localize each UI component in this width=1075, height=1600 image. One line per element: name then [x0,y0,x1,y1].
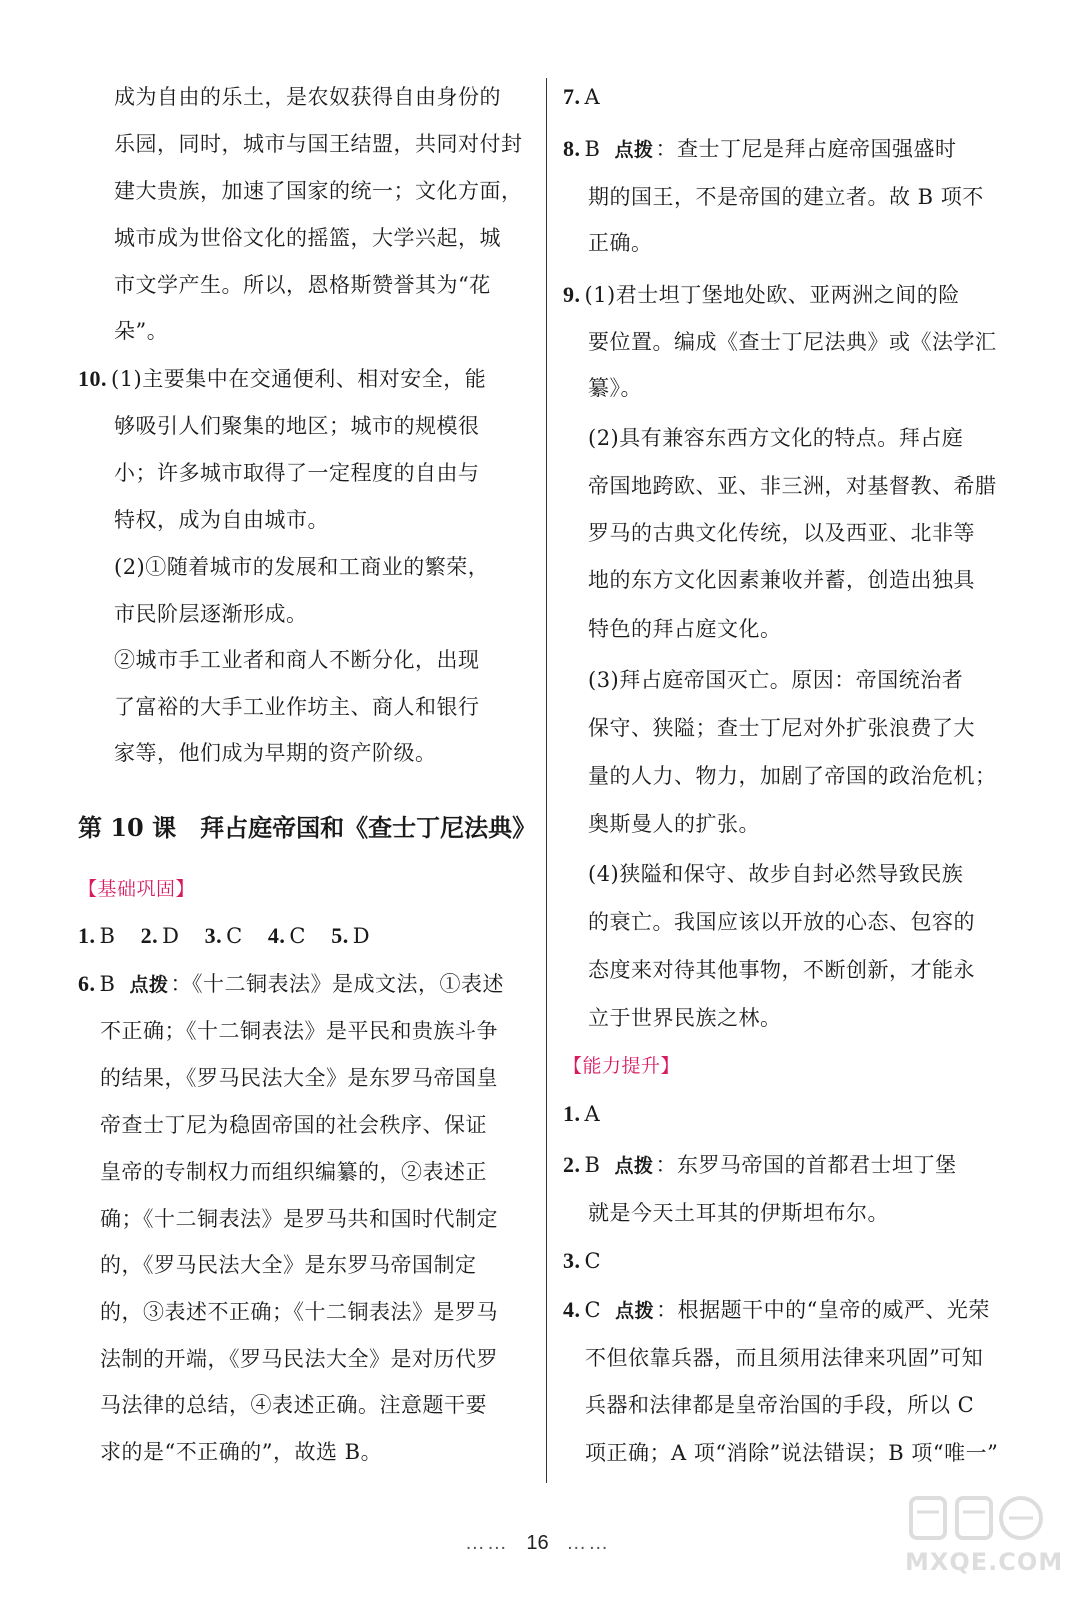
text-line: 够吸引人们聚集的地区；城市的规模很 [114,414,480,438]
text-line: 朵”。 [114,319,169,343]
answer-text: (1)主要集中在交通便利、相对安全，能 [111,367,487,391]
text-line: 皇帝的专制权力而组织编纂的，②表述正 [100,1160,487,1184]
text-line: 帝国地跨欧、亚、非三洲，对基督教、希腊 [588,474,997,498]
answer-text: (1)君士坦丁堡地处欧、亚两洲之间的险 [584,283,960,307]
answer-letter: C [584,1249,602,1273]
text-line: (2)①随着城市的发展和工商业的繁荣， [114,555,490,579]
answer-letter: B [584,137,601,161]
watermark-logo-icon [905,1490,1045,1550]
section-heading-advanced: 【能力提升】 [563,1055,681,1077]
watermark [905,1490,1064,1580]
answer-6 [78,969,504,1000]
text-line: 兵器和法律都是皇帝治国的手段，所以 C [585,1393,975,1417]
text-line: 特色的拜占庭文化。 [588,617,782,641]
answer-7 [563,82,600,112]
text-line: (2)具有兼容东西方文化的特点。拜占庭 [588,426,964,450]
question-number: 1. [563,1101,581,1126]
question-number: 9. [563,282,581,307]
question-number: 1. [78,923,96,948]
text-line: 市文学产生。所以，恩格斯赞誉其为“花 [114,273,491,297]
answer-letter: A [584,1102,601,1126]
hint-label: 点拨 [614,1155,654,1177]
text-line: 立于世界民族之林。 [588,1006,782,1030]
answer-text: ：东罗马帝国的首都君士坦丁堡 [655,1153,957,1177]
text-line: 法制的开端，《罗马民法大全》是对历代罗 [100,1347,498,1371]
text-line: 要位置。编成《查士丁尼法典》或《法学汇 [588,330,997,354]
text-line: 期的国王，不是帝国的建立者。故 B 项不 [588,185,984,209]
text-line: 态度来对待其他事物，不断创新，才能永 [588,958,975,982]
text-line: 帝查士丁尼为稳固帝国的社会秩序、保证 [100,1113,487,1137]
text-line: 罗马的古典文化传统，以及西亚、北非等 [588,521,975,545]
watermark-text: MXQE.COM [905,1548,1064,1576]
question-number: 4. [267,923,286,948]
answer-letter: C [584,1298,602,1322]
answer-8 [563,134,956,165]
text-line: 就是今天土耳其的伊斯坦布尔。 [588,1201,889,1225]
text-line: ②城市手工业者和商人不断分化，出现 [114,648,480,672]
answer-letter: B [584,1153,601,1177]
question-number: 2. [563,1152,581,1177]
text-line: 市民阶层逐渐形成。 [114,602,308,626]
answer-letter: D [162,924,180,948]
footer-dots: …… [566,1532,611,1554]
answer-p3 [563,1246,601,1276]
text-line: 量的人力、物力，加剧了帝国的政治危机； [588,764,997,788]
answer-letter: D [352,924,371,948]
text-line: 的，③表述不正确；《十二铜表法》是罗马 [100,1300,498,1324]
answer-text: ：查士丁尼是拜占庭帝国强盛时 [655,137,957,161]
question-number: 6. [78,971,96,996]
answer-letter: A [584,85,601,109]
question-number: 7. [563,84,581,109]
text-line: 不但依靠兵器，而且须用法律来巩固”可知 [585,1346,984,1370]
text-line: 保守、狭隘；查士丁尼对外扩张浪费了大 [588,716,975,740]
hint-label: 点拨 [129,974,169,996]
question-number: 10. [78,366,107,391]
answer-text: ：根据题干中的“皇帝的威严、光荣 [656,1298,990,1322]
hint-label: 点拨 [615,1300,655,1322]
text-line: 奥斯曼人的扩张。 [588,812,760,836]
answer-p4 [563,1295,990,1326]
question-number: 5. [331,923,349,948]
text-line: 了富裕的大手工业作坊主、商人和银行 [114,695,480,719]
text-line: 的结果，《罗马民法大全》是东罗马帝国皇 [100,1066,498,1090]
answer-letter: B [99,924,116,948]
text-line: 建大贵族，加速了国家的统一；文化方面， [114,179,523,203]
text-line: 不正确；《十二铜表法》是平民和贵族斗争 [100,1019,498,1043]
text-line: 乐园，同时，城市与国王结盟，共同对付封 [114,132,523,156]
text-line: 纂》。 [588,376,642,400]
text-line: 正确。 [588,231,653,255]
column-divider [546,78,547,1483]
answer-9 [563,280,960,310]
text-line: 马法律的总结，④表述正确。注意题干要 [100,1393,487,1417]
text-line: 的衰亡。我国应该以开放的心态、包容的 [588,910,975,934]
text-line: 确；《十二铜表法》是罗马共和国时代制定 [100,1207,498,1231]
hint-label: 点拨 [614,139,654,161]
text-line: (4)狭隘和保守、故步自封必然导致民族 [588,862,964,886]
question-number: 2. [140,923,159,948]
answers-row [78,921,370,951]
page-number: 16 [526,1532,549,1554]
answer-text: ：《十二铜表法》是成文法，①表述 [170,972,504,996]
text-line: 成为自由的乐土，是农奴获得自由身份的 [114,85,501,109]
text-line: 特权，成为自由城市。 [114,508,329,532]
text-line: 地的东方文化因素兼收并蓄，创造出独具 [588,568,975,592]
text-line: 家等，他们成为早期的资产阶级。 [114,741,437,765]
answer-p2 [563,1150,956,1181]
answer-10 [78,364,486,394]
lesson-title: 第 10 课 拜占庭帝国和《查士丁尼法典》 [78,813,537,842]
text-line: (3)拜占庭帝国灭亡。原因：帝国统治者 [588,668,964,692]
question-number: 3. [563,1248,581,1273]
text-line: 求的是“不正确的”，故选 B。 [100,1440,383,1464]
text-line: 小；许多城市取得了一定程度的自由与 [114,461,480,485]
question-number: 4. [563,1297,581,1322]
footer-dots: …… [464,1532,509,1554]
text-line: 的，《罗马民法大全》是东罗马帝国制定 [100,1253,477,1277]
answer-p1 [563,1099,600,1129]
answer-letter: B [99,972,116,996]
question-number: 3. [204,923,223,948]
question-number: 8. [563,136,581,161]
section-heading-basic: 【基础巩固】 [78,878,196,900]
answer-letter: C [226,924,243,948]
text-line: 城市成为世俗文化的摇篮，大学兴起，城 [114,226,501,250]
text-line: 项正确；A 项“消除”说法错误；B 项“唯一” [585,1441,999,1465]
answer-letter: C [289,924,306,948]
